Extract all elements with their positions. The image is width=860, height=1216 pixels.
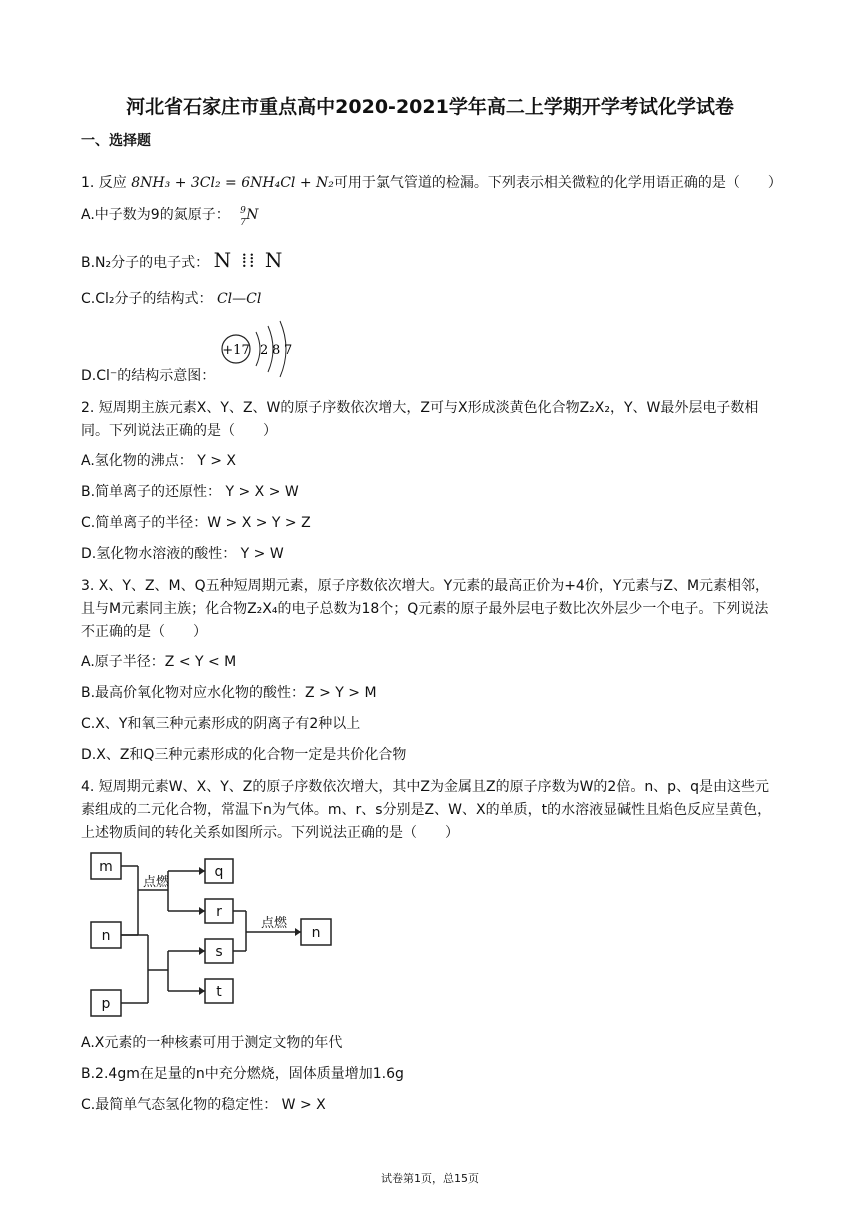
question-3-stem: 3. X、Y、Z、M、Q五种短周期元素，原子序数依次增大。Y元素的最高正价为+4价，Y元素与Z、M元素相邻，且与M元素同主族；化合物Z₂X₄的电子总数为18个；Q元素的原子最外层电子数比次外层少一个电子。下列说法不正确的是（ ） — [81, 578, 770, 640]
question-3-option-b: B.最高价氧化物对应水化物的酸性：Z > Y > M — [81, 685, 377, 701]
ignite-label-1: 点燃 — [142, 875, 170, 890]
question-4-option-a: A.X元素的一种核素可用于测定文物的年代 — [81, 1035, 343, 1051]
question-2-option-b: B.简单离子的还原性： Y > X > W — [81, 484, 299, 500]
section-heading: 一、选择题 — [81, 133, 151, 149]
page-title: 河北省石家庄市重点高中2020-2021学年高二上学期开学考试化学试卷 — [126, 96, 734, 118]
label-n: n — [101, 928, 111, 944]
connector-2 — [121, 935, 205, 1003]
question-2-option-c: C.简单离子的半径：W > X > Y > Z — [81, 515, 311, 531]
reaction-equation: 8NH₃ + 3Cl₂ = 6NH₄Cl + N₂ — [131, 175, 334, 191]
question-3-option-c: C.X、Y和氧三种元素形成的阴离子有2种以上 — [81, 716, 361, 732]
label-q: q — [214, 864, 224, 880]
question-2-option-a: A.氢化物的沸点： Y > X — [81, 453, 237, 469]
label-s: s — [215, 944, 223, 960]
question-2-stem: 2. 短周期主族元素X、Y、Z、W的原子序数依次增大，Z可与X形成淡黄色化合物Z₂X₂，Y、W最外层电子数相同。下列说法正确的是（ ） — [81, 400, 759, 439]
question-1-option-c: C.Cl₂分子的结构式： Cl—Cl — [81, 291, 262, 307]
page-footer: 试卷第1页，总15页 — [381, 1172, 479, 1185]
shell-electrons-3: 7 — [284, 343, 293, 358]
shell-electrons-2: 8 — [272, 343, 281, 358]
nitrogen-nuclide: 9 7 N — [240, 206, 259, 228]
arrowhead-r — [199, 907, 205, 915]
chloride-ion-structure-diagram — [218, 318, 298, 380]
question-1-option-d: D.Cl⁻的结构示意图： — [81, 368, 216, 384]
arrowhead-q — [199, 867, 205, 875]
label-p: p — [101, 996, 111, 1012]
label-t: t — [216, 984, 222, 1000]
conversion-diagram — [88, 850, 348, 1020]
arrowhead-n — [295, 928, 301, 936]
question-3-option-a: A.原子半径：Z < Y < M — [81, 654, 237, 670]
arrowhead-t — [199, 987, 205, 995]
arrowhead-s — [199, 947, 205, 955]
nucleus-charge: +17 — [222, 343, 250, 358]
shell-electrons-1: 2 — [260, 343, 269, 358]
label-n-product: n — [311, 925, 321, 941]
question-2-option-d: D.氢化物水溶液的酸性： Y > W — [81, 546, 284, 562]
question-4-option-c: C.最简单气态氢化物的稳定性： W > X — [81, 1097, 326, 1113]
label-r: r — [216, 904, 222, 920]
question-3-option-d: D.X、Z和Q三种元素形成的化合物一定是共价化合物 — [81, 747, 407, 763]
label-m: m — [99, 859, 113, 875]
question-4-stem: 4. 短周期元素W、X、Y、Z的原子序数依次增大，其中Z为金属且Z的原子序数为W的2倍。n、p、q是由这些元素组成的二元化合物，常温下n为气体。m、r、s分别是Z、W、X的单质，t的水溶液显碱性且焰色反应呈黄色，上述物质间的转化关系如图所示。下列说法正确的是（ ） — [81, 779, 772, 841]
question-1-option-a: A.中子数为9的氮原子： 9 7 N — [81, 206, 259, 228]
question-4-option-b: B.2.4gm在足量的n中充分燃烧，固体质量增加1.6g — [81, 1066, 404, 1082]
question-1-option-b: B.N₂分子的电子式： N ⁞⁞ N — [81, 248, 285, 272]
question-1-stem: 1. 反应 8NH₃ + 3Cl₂ = 6NH₄Cl + N₂可用于氯气管道的检漏。下列表示相关微粒的化学用语正确的是（ ） — [81, 175, 782, 191]
n2-electron-formula: N ⁞⁞ N — [213, 248, 285, 272]
ignite-label-2: 点燃 — [260, 916, 288, 931]
